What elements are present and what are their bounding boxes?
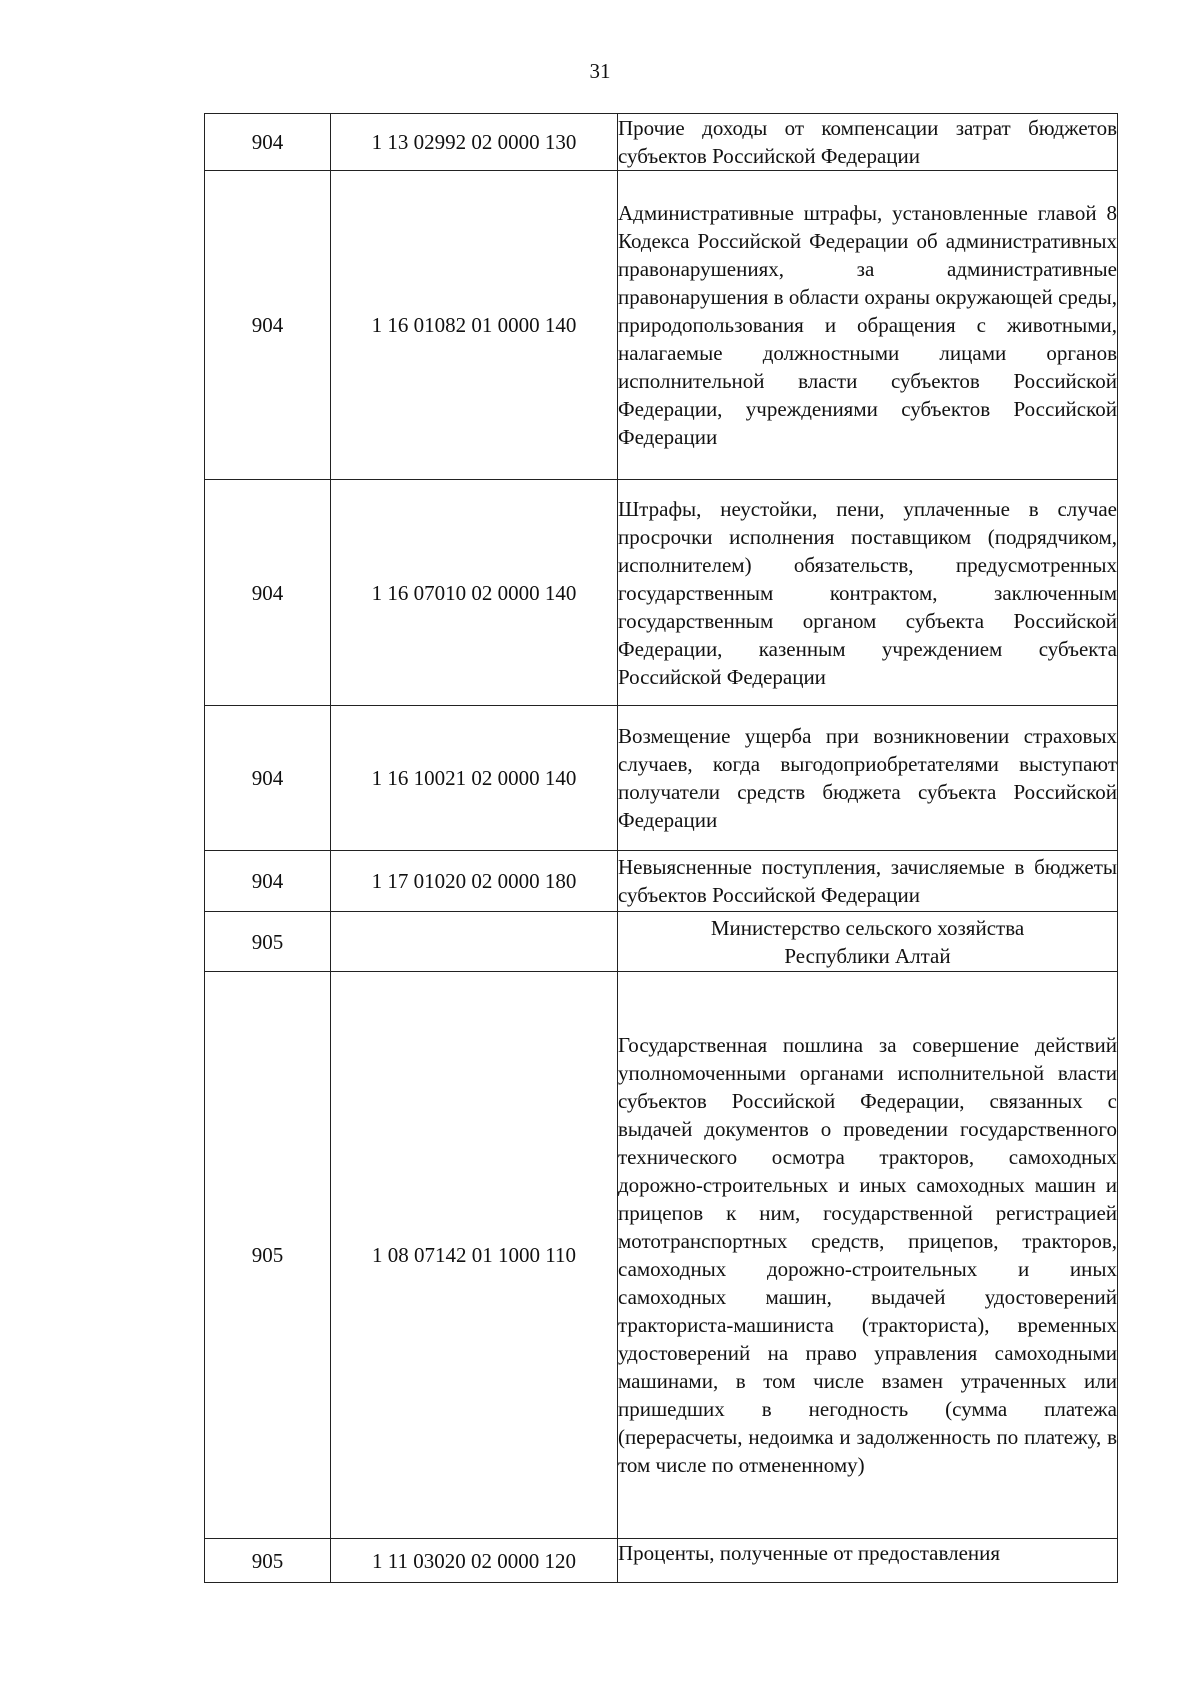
- budget-code-cell: [331, 912, 618, 972]
- budget-code-cell: 1 08 07142 01 1000 110: [331, 972, 618, 1539]
- revenue-name-cell: Штрафы, неустойки, пени, уплаченные в случае просрочки исполнения поставщиком (подрядчиком, исполнителем) обязательств, предусмотренных государственным контрактом, заключенным государственным органом субъекта Российской Федерации, казенным учреждением субъекта Российской Федерации: [618, 480, 1118, 706]
- budget-code-cell: 1 16 07010 02 0000 140: [331, 480, 618, 706]
- ministry-heading-line: Министерство сельского хозяйства: [710, 915, 1025, 940]
- table-row: [205, 171, 1118, 480]
- table-row: [205, 480, 1118, 706]
- revenue-name-cell: Государственная пошлина за совершение действий уполномоченными органами исполнительной власти субъектов Российской Федерации, связанных с выдачей документов о проведении государственного технического осмотра тракторов, самоходных дорожно-строительных и иных самоходных машин и прицепов к ним, государственной регистрацией мототранспортных средств, прицепов, тракторов, самоходных дорожно-строительных и иных самоходных машин, выдачей удостоверений тракториста-машиниста (тракториста), временных удостоверений на право управления самоходными машинами, в том числе взамен утраченных или пришедших в негодность (сумма платежа (перерасчеты, недоимка и задолженность по платежу, в том числе по отмененному): [618, 972, 1118, 1539]
- revenue-codes-table: [204, 113, 1118, 1583]
- page-number: 31: [589, 59, 611, 83]
- budget-code-cell: 1 17 01020 02 0000 180: [331, 851, 618, 912]
- admin-code-cell: 905: [205, 1539, 331, 1583]
- admin-code-cell: 905: [205, 912, 331, 972]
- admin-code-cell: 904: [205, 480, 331, 706]
- admin-code-cell: 904: [205, 706, 331, 851]
- table-row: [205, 851, 1118, 912]
- revenue-name-cell: Проценты, полученные от предоставления: [618, 1539, 1118, 1583]
- budget-code-cell: 1 13 02992 02 0000 130: [331, 114, 618, 171]
- table-row: [205, 114, 1118, 171]
- table-row: [205, 1539, 1118, 1583]
- revenue-name-cell: Возмещение ущерба при возникновении страховых случаев, когда выгодоприобретателями выступают получатели средств бюджета субъекта Российской Федерации: [618, 706, 1118, 851]
- budget-code-cell: 1 11 03020 02 0000 120: [331, 1539, 618, 1583]
- revenue-name-cell: Прочие доходы от компенсации затрат бюджетов субъектов Российской Федерации: [618, 114, 1118, 171]
- revenue-name-cell: Административные штрафы, установленные главой 8 Кодекса Российской Федерации об административных правонарушениях, за административные правонарушения в области охраны окружающей среды, природопользования и обращения с животными, налагаемые должностными лицами органов исполнительной власти субъектов Российской Федерации, учреждениями субъектов Российской Федерации: [618, 171, 1118, 480]
- revenue-name-cell: Невыясненные поступления, зачисляемые в бюджеты субъектов Российской Федерации: [618, 851, 1118, 912]
- table-row-section-heading: [205, 912, 1118, 972]
- admin-code-cell: 904: [205, 114, 331, 171]
- admin-code-cell: 905: [205, 972, 331, 1539]
- table-row: [205, 972, 1118, 1539]
- admin-code-cell: 904: [205, 171, 331, 480]
- admin-code-cell: 904: [205, 851, 331, 912]
- budget-code-cell: 1 16 10021 02 0000 140: [331, 706, 618, 851]
- table-row: [205, 706, 1118, 851]
- ministry-heading-cell: [618, 912, 1118, 972]
- ministry-heading-line: Республики Алтай: [784, 943, 951, 968]
- budget-code-cell: 1 16 01082 01 0000 140: [331, 171, 618, 480]
